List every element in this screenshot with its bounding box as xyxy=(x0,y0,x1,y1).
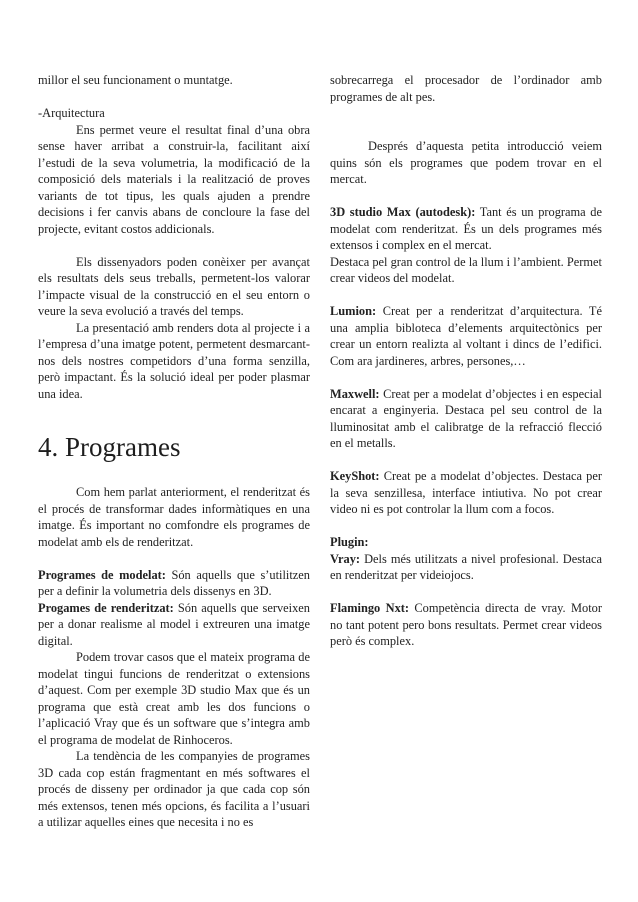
intro-paragraph-right: Després d’aquesta petita introducció veiem quins són els programes que podem trovar en el mercat. xyxy=(330,139,602,186)
max-entry-2: Destaca pel gran control de la llum i l’ambient. Permet crear videos del modelat. xyxy=(330,254,602,285)
arquitectura-paragraph-2: Els dissenyadors poden conèixer per avançat els resultats dels seus treballs, permetent-los valorar l’impacte visual de la construcció en el seu entorn o veure la seva evolució a través del temps. xyxy=(38,254,310,318)
plugin-label: Plugin: xyxy=(330,535,369,549)
flamingo-text: Competència directa de vray. Motor no tant potent pero bons resultats. Permet crear videos però és complex. xyxy=(330,601,602,648)
max-text: Tant és un programa de modelat com renderitzat. És un dels programes més extensos i complex en el mercat. xyxy=(330,205,602,252)
max-entry xyxy=(330,204,602,254)
vray-label: Vray: xyxy=(330,551,361,566)
arquitectura-paragraph-1: Ens permet veure el resultat final d’una obra sense haver arribat a construir-la, facilitant així l’estudi de la seva volumetria, la modificació de la composició dels materials i la realització de proves variants de tot tipus, les quals ajuden a prendre decisions i fer canvis abans de concloure la fase del projecte, evitant costos addicionals. xyxy=(38,122,310,236)
plugin-heading xyxy=(330,534,602,551)
left-column xyxy=(38,72,310,831)
flamingo-label: Flamingo Nxt: xyxy=(330,601,410,615)
tendencia-paragraph: La tendència de les companyies de programes 3D cada cop están fragmentant en més softwares el procés de disseny per ordinador ja que cada cop són més extensos, tenen més opcions, és facilita a l’usuari a utilizar aquelles eines que necesita i no es xyxy=(38,749,310,829)
keyshot-label: KeyShot: xyxy=(330,469,380,483)
casos-paragraph: Podem trovar casos que el mateix programa de modelat tingui funcions de renderitzat o extensions d’aquest. Com per exemple 3D studio Max que és un programa que està creat amb les dos funcions o l’aplicació Vray que és un software que s’integra amb el programa de modelat de Rinhoceros. xyxy=(38,650,310,747)
maxwell-entry xyxy=(330,386,602,452)
arquitectura-paragraph-3: La presentació amb renders dota al projecte i a l’empresa d’una imatge potent, permetent desmarcant-nos dels nostres competidors d’una forma senzilla, però impactant. És la solució ideal per poder plasmar una idea. xyxy=(38,320,310,401)
lumion-label: Lumion: xyxy=(330,304,377,318)
section-heading: 4. Programes xyxy=(38,432,181,462)
vray-text: Dels més utilitzats a nivel profesional. Destaca en renderitzat per videiojocs. xyxy=(330,551,602,582)
continuation-paragraph-right: sobrecarrega el procesador de l’ordinador amb programes de alt pes. xyxy=(330,73,602,104)
continuation-paragraph: millor el seu funcionament o muntatge. xyxy=(38,73,233,87)
renderitzat-definition xyxy=(38,600,310,650)
maxwell-text: Creat per a modelat d’objectes i en especial encarat a enginyeria. Destaca pel seu control de la lluminositat amb el calibratge de la refracció flecció en el metalls. xyxy=(330,386,602,450)
modelat-definition xyxy=(38,567,310,600)
modelat-text: Són aquells que s’utilitzen per a definir la volumetria dels dissenys en 3D. xyxy=(38,567,310,598)
max-label: 3D studio Max (autodesk): xyxy=(330,205,476,219)
keyshot-text: Creat pe a modelat d’objectes. Destaca per la seva senzillesa, interface intiutiva. No pot crear video ni es pot controlar la llum com a focos. xyxy=(330,469,602,516)
lumion-text: Creat per a renderitzat d’arquitectura. Té una amplia bibloteca d’elements arquitectònics per crear un entorn realizta al voltant i dincs de l’edifici. Com ara jardineres, arbres, persones,… xyxy=(330,304,602,368)
renderitzat-text: Són aquells que serveixen per a donar realisme al model i extreuren una imatge digital. xyxy=(38,600,310,648)
right-column xyxy=(330,72,602,650)
vray-entry xyxy=(330,551,602,584)
modelat-label: Programes de modelat: xyxy=(38,567,166,582)
programes-intro: Com hem parlat anteriorment, el renderitzat és el procés de transformar dades informàtiques en una imatge. És important no comfondre els programes de modelat amb els de renderitzat. xyxy=(38,485,310,549)
arquitectura-title: -Arquitectura xyxy=(38,106,105,120)
maxwell-label: Maxwell: xyxy=(330,386,380,401)
flamingo-entry xyxy=(330,600,602,650)
keyshot-entry xyxy=(330,468,602,518)
renderitzat-label: Progames de renderitzat: xyxy=(38,600,174,615)
lumion-entry xyxy=(330,303,602,369)
